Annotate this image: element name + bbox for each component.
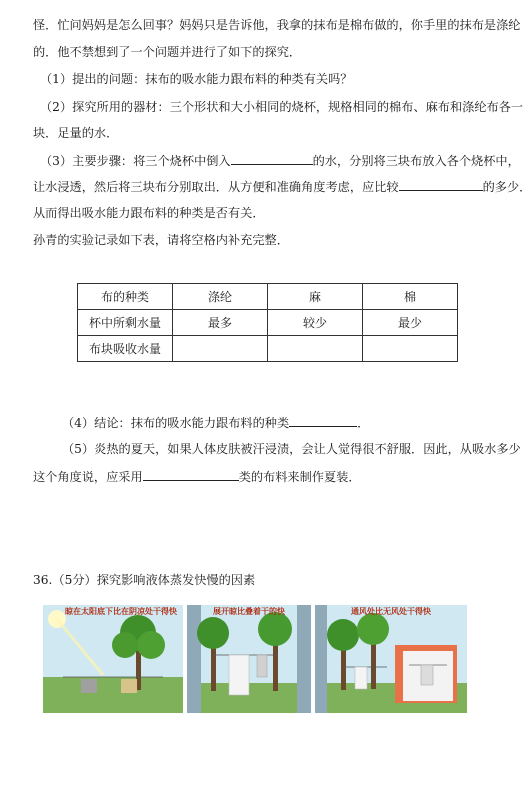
table-row bbox=[78, 310, 458, 336]
answer-blank[interactable] bbox=[289, 414, 357, 427]
answer-blank[interactable] bbox=[231, 152, 313, 165]
tree-icon bbox=[197, 617, 229, 649]
question-5: （5）炎热的夏天，如果人体皮肤被汗浸渍，会让人觉得很不舒服．因此，从吸水多少 bbox=[62, 442, 521, 456]
towel-icon bbox=[421, 665, 433, 685]
text-line: 块．足量的水． bbox=[33, 126, 119, 140]
question-2: （2）探究所用的器材：三个形状和大小相同的烧杯，规格相同的棉布、麻布和涤纶布各一 bbox=[40, 100, 524, 114]
towel-icon bbox=[229, 655, 249, 695]
question-4 bbox=[62, 414, 369, 431]
panel-caption: 晾在太阳底下比在阴凉处干得快 bbox=[65, 607, 177, 616]
text-segment: （4）结论：抹布的吸水能力跟布料的种类 bbox=[62, 416, 290, 430]
text-line: 从而得出吸水能力跟布料的种类是否有关． bbox=[33, 206, 265, 220]
table-answer-cell[interactable] bbox=[173, 336, 268, 362]
text-line bbox=[33, 178, 531, 195]
panel-wind-still bbox=[315, 605, 467, 713]
text-segment: ． bbox=[357, 416, 370, 430]
answer-blank[interactable] bbox=[399, 178, 483, 191]
text-segment: 让水浸透，然后将三块布分别取出．从方便和准确角度考虑，应比较 bbox=[33, 180, 399, 194]
shirt-icon bbox=[121, 679, 137, 693]
table-header-cell: 涤纶 bbox=[173, 284, 268, 310]
table-header-cell: 布的种类 bbox=[78, 284, 173, 310]
panel-sun-shade bbox=[43, 605, 183, 713]
text-line: 的．他不禁想到了一个问题并进行了如下的探究． bbox=[33, 45, 302, 59]
table-cell: 布块吸收水量 bbox=[78, 336, 173, 362]
tree-icon bbox=[327, 619, 359, 651]
tree-icon bbox=[258, 612, 292, 646]
table-header-cell: 棉 bbox=[363, 284, 458, 310]
towel-icon bbox=[257, 655, 267, 677]
table-intro: 孙青的实验记录如下表，请将空格内补充完整． bbox=[33, 233, 289, 247]
evaporation-illustration bbox=[43, 605, 467, 713]
table-cell: 杯中所剩水量 bbox=[78, 310, 173, 336]
table-answer-cell[interactable] bbox=[363, 336, 458, 362]
tree-icon bbox=[357, 613, 389, 645]
panel-spread-folded bbox=[187, 605, 311, 713]
panel-caption: 展开晾比叠着干的快 bbox=[213, 607, 285, 616]
text-segment: （3）主要步骤：将三个烧杯中倒入 bbox=[40, 154, 231, 168]
table-cell: 最多 bbox=[173, 310, 268, 336]
text-segment: 这个角度说，应采用 bbox=[33, 470, 143, 484]
answer-blank[interactable] bbox=[143, 468, 239, 481]
text-segment: 的水，分别将三块布放入各个烧杯中， bbox=[312, 154, 520, 168]
text-line bbox=[33, 468, 361, 485]
question-36-title: 36.（5分）探究影响液体蒸发快慢的因素 bbox=[33, 573, 256, 587]
table-header-cell: 麻 bbox=[268, 284, 363, 310]
table-cell: 较少 bbox=[268, 310, 363, 336]
table-row bbox=[78, 284, 458, 310]
shirt-icon bbox=[81, 679, 97, 693]
towel-icon bbox=[355, 667, 367, 689]
panel-caption: 通风处比无风处干得快 bbox=[351, 607, 431, 616]
table-row bbox=[78, 336, 458, 362]
text-line: 怪．忙问妈妈是怎么回事？妈妈只是告诉他，我拿的抹布是棉布做的，你手里的抹布是涤纶 bbox=[33, 18, 521, 32]
question-1: （1）提出的问题：抹布的吸水能力跟布料的种类有关吗？ bbox=[40, 72, 353, 86]
text-segment: 的多少． bbox=[482, 180, 531, 194]
record-table bbox=[77, 283, 458, 362]
question-3 bbox=[40, 152, 520, 169]
text-segment: 类的布料来制作夏装． bbox=[238, 470, 361, 484]
table-answer-cell[interactable] bbox=[268, 336, 363, 362]
table-cell: 最少 bbox=[363, 310, 458, 336]
